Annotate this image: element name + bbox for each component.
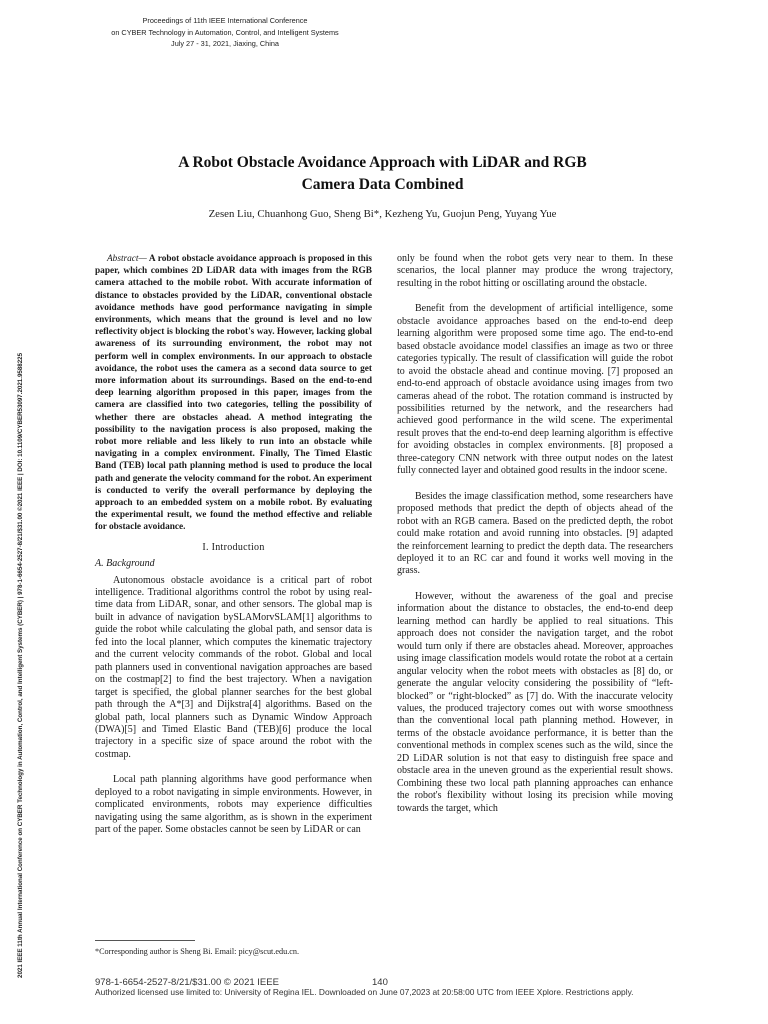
abstract bbox=[95, 253, 372, 534]
left-paragraph-2: Local path planning algorithms have good performance when deployed to a robot navigating in simple environments. However, in complicated environments, robots may experience difficulties navigating using the same algorithm, as is shown in the experiment part of the paper. Some obstacles cannot be seen by LiDAR or can bbox=[95, 774, 372, 836]
right-paragraph-1: only be found when the robot gets very near to them. In these scenarios, the local planner may produce the wrong trajectory, resulting in the robot hitting or oscillating around the obstacle. bbox=[397, 253, 673, 289]
right-column bbox=[397, 253, 673, 815]
isbn-copyright: 978-1-6654-2527-8/21/$31.00 © 2021 IEEE bbox=[95, 977, 279, 988]
proceedings-line-1: Proceedings of 11th IEEE International Conference bbox=[142, 16, 308, 25]
left-column bbox=[95, 253, 372, 837]
proceedings-line-2: on CYBER Technology in Automation, Control, and Intelligent Systems bbox=[111, 27, 339, 37]
corresponding-author-footnote: *Corresponding author is Sheng Bi. Email: picy@scut.edu.cn. bbox=[95, 947, 300, 956]
citation-vertical-text: 2021 IEEE 11th Annual International Conference on CYBER Technology in Automation, Control, and Intelligent Systems (CYBER) | 978-1-6654-2527-8/21/$31.00 ©2021 IEEE | DOI: 10.1109/CYBER53097.2021.9588225 bbox=[17, 352, 24, 978]
proceedings-line-3: July 27 - 31, 2021, Jiaxing, China bbox=[171, 39, 279, 48]
subsection-heading-background: A. Background bbox=[95, 558, 155, 570]
license-notice: Authorized licensed use limited to: University of Regina IEL. Downloaded on June 07,2023 at 20:58:00 UTC from IEEE Xplore. Restrictions apply. bbox=[95, 987, 634, 997]
right-paragraph-4: However, without the awareness of the goal and precise information about the distance to obstacles, the end-to-end deep learning method can hardly be applied to real situations. This approach does not consider the navigation target, and the robot would turn only if there are obstacles ahead. Moreover, approaches using image classification models would rotate the robot at a certain angular velocity when the robot meets with obstacles as [8] do, or generate the angular velocity considering the possibility of “left-blocked” or “right-blocked” as [7] do. With the inaccurate velocity values, the produced trajectory comes out with worse smoothness than the conventional local path planning method. However, in terms of the obstacle avoidance performance, it is better than the conventional methods in complex scenes such as the wild, since the 2D LiDAR solution is not that easy to distinguish free space and obstacle area in the uneven ground as the experiential result shows. Combining these two local path planning approaches can enhance the robot's flexibility without losing its precision while moving towards the target, which bbox=[397, 590, 673, 814]
right-paragraph-3: Besides the image classification method, some researchers have proposed methods that predict the depth of objects ahead of the robot with an RGB camera. Based on the predicted depth, the robot could make rotation and avoid running into obstacles. [9] adapted the reinforcement learning to predict the depth data. The researchers deployed it to an RC car and found it works well moving in the grass. bbox=[397, 490, 673, 577]
title-line-1: A Robot Obstacle Avoidance Approach with LiDAR and RGB bbox=[178, 154, 587, 171]
abstract-label: Abstract— bbox=[107, 254, 147, 264]
left-paragraph-1: Autonomous obstacle avoidance is a critical part of robot intelligence. Traditional algorithms control the robot by using real-time data from LiDAR, sonar, and other sensors. The global map is built in advance of navigation bySLAMorvSLAM[1] algorithms to guide the robot while calculating the global path, and sensor data is fed into the local planner, which computes the kinematic trajectory and the current velocity commands of the robot. Global and local path planners used in conventional navigation approaches are based on the costmap[2] to find the best trajectory. When a navigation target is specified, the global planner searches for the best global path through the A*[3] and Dijkstra[4] algorithms. Based on the global path, local planners such as Dynamic Window Approach (DWA)[5] and Timed Elastic Band (TEB)[6] produce the local trajectory in a specific size of space around the robot with the costmap. bbox=[95, 574, 372, 760]
title-line-2: Camera Data Combined bbox=[301, 176, 464, 193]
proceedings-header bbox=[60, 15, 390, 50]
right-paragraph-2: Benefit from the development of artificial intelligence, some obstacle avoidance approaches based on the end-to-end deep learning algorithm were proposed some time ago. The end-to-end based obstacle avoidance model classifies an image as two or three categories typically. The result of classification will guide the robot to avoid the obstacle ahead and continue moving. [7] proposed an end-to-end approach of obstacle avoidance using images from two cameras ahead of the robot. The rotation command is instructed by possibilities returned by the network, and the researchers had achieved good performance in the wild scene. The experimental result proves that the end-to-end deep learning algorithm is effective for avoiding obstacles in complex environments. [8] proposed a three-category CNN network with three output nodes on the latest fully connected layer and obtained good results in the indoor scene. bbox=[397, 303, 673, 477]
paper-title bbox=[110, 152, 655, 196]
abstract-text: A robot obstacle avoidance approach is proposed in this paper, which combines 2D LiDAR data with images from the RGB camera attached to the mobile robot. With accurate information of distance to obstacles provided by the LiDAR, conventional obstacle avoidance methods have good performance navigating in simple environments, which means that the ground is level and no low reflectivity object is blocking the robot's way. However, lacking global awareness of its surrounding environment, the robot may not perform well in complex environments. In our approach to obstacle avoidance, the robot uses the camera as a second data source to get more information about its surroundings. Based on the end-to-end deep learning algorithm proposed in this paper, images from the camera are classified into two categories, telling the possibility of whether there are obstacles ahead. A method integrating the possibility to the navigation process is also proposed, making the robot more reliable and less likely to run into an obstacle while navigating in a complex environment. Finally, The Timed Elastic Band (TEB) local path planning method is used to produce the local path and generate the velocity command for the robot. An experiment is conducted to verify the overall performance by deploying the approach to an embedded system on a mobile robot. By evaluating the experimental result, we found the method effective and reliable for obstacle avoidance. bbox=[95, 254, 372, 533]
page-number: 140 bbox=[372, 977, 388, 988]
side-margin-citation bbox=[4, 40, 24, 980]
footnote-rule bbox=[95, 940, 195, 941]
author-list: Zesen Liu, Chuanhong Guo, Sheng Bi*, Kezheng Yu, Guojun Peng, Yuyang Yue bbox=[208, 208, 557, 220]
section-heading-introduction: I. Introduction bbox=[202, 541, 265, 553]
